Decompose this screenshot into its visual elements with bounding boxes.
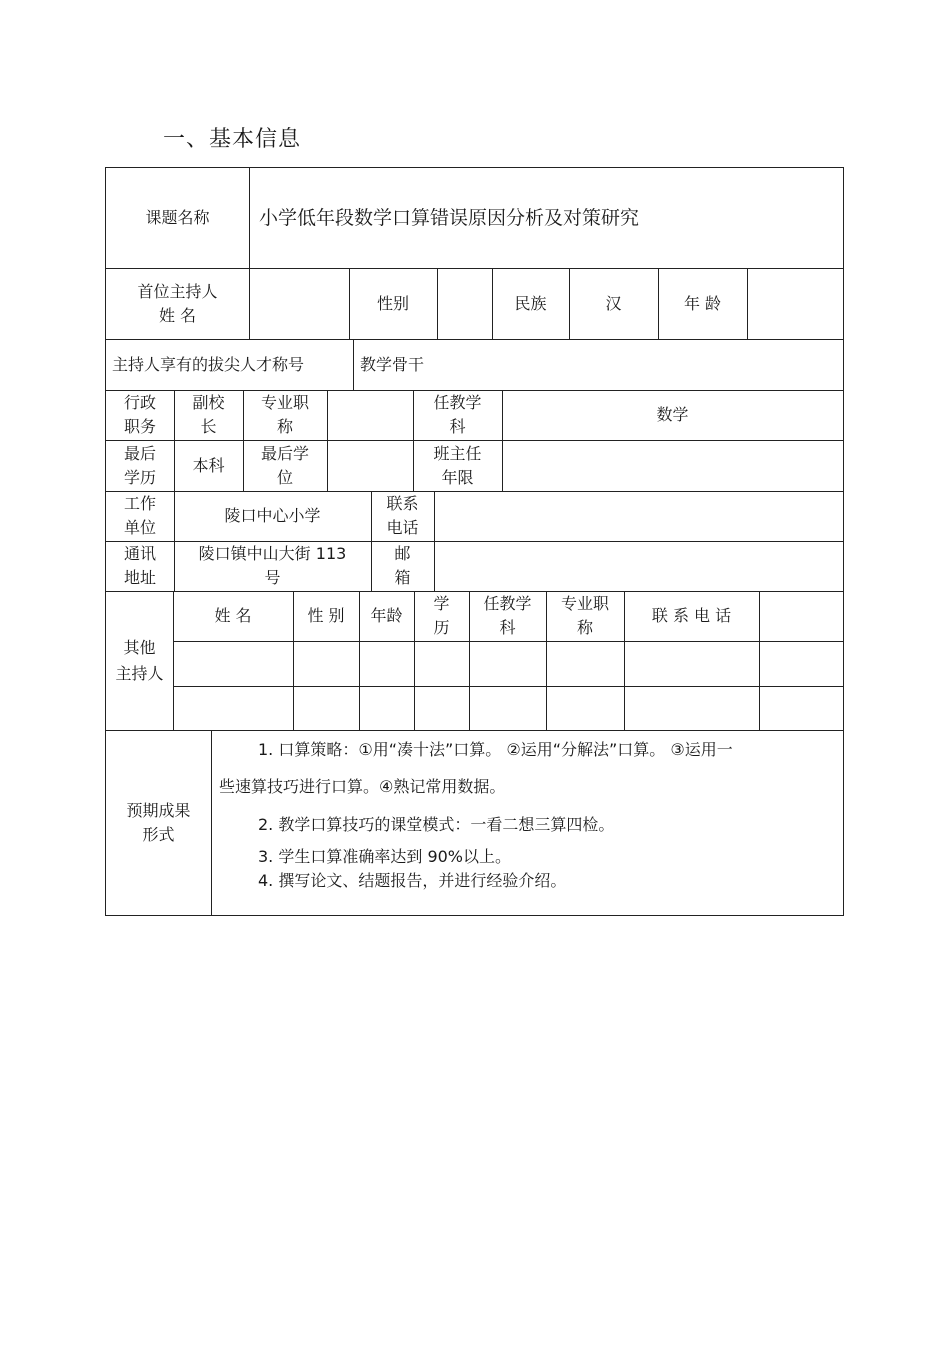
outcome-item-1-continued: 些速算技巧进行口算。④熟记常用数据。 [219, 777, 506, 796]
col-header-phone: 联 系 电 话 [651, 606, 732, 625]
outcome-item-1: 1. 口算策略：①用“凑十法”口算。 ②运用“分解法”口算。 ③运用一 [258, 740, 733, 759]
table-cell [469, 641, 546, 686]
degree-label: 最后学 位 [260, 443, 309, 487]
gender-value [437, 268, 492, 339]
outcome-item-3: 3. 学生口算准确率达到 90%以上。 [258, 847, 512, 866]
table-cell [759, 686, 843, 730]
talent-title-label: 主持人享有的拔尖人才称号 [112, 354, 305, 374]
topic-value: 小学低年段数学口算错误原因分析及对策研究 [259, 207, 640, 229]
table-cell [293, 641, 359, 686]
gender-label: 性别 [376, 293, 409, 313]
host-name-value [249, 268, 349, 339]
table-cell [624, 686, 759, 730]
table-cell [624, 641, 759, 686]
age-value [747, 268, 843, 339]
position-value: 副校 长 [192, 393, 225, 436]
col-header-age: 年龄 [370, 606, 403, 625]
table-cell [173, 686, 293, 730]
col-header-extra [759, 591, 843, 641]
host-name-label: 首位主持人 姓 名 [137, 281, 218, 325]
rank-value [327, 390, 413, 440]
basic-info-form [105, 167, 844, 916]
postcode-label: 邮 箱 [394, 544, 411, 587]
education-label: 最后 学历 [123, 443, 156, 487]
subject-label: 任教学 科 [433, 393, 482, 436]
table-cell [469, 686, 546, 730]
position-label: 行政 职务 [123, 393, 156, 436]
topic-label: 课题名称 [145, 208, 210, 227]
table-cell [293, 686, 359, 730]
outcome-item-2: 2. 教学口算技巧的课堂模式：一看二想三算四检。 [258, 815, 615, 834]
table-cell [546, 641, 624, 686]
col-header-gender: 性 别 [307, 606, 345, 625]
homeroom-label: 班主任 年限 [433, 443, 482, 487]
ethnicity-value: 汉 [605, 293, 622, 313]
homeroom-value [502, 440, 843, 491]
table-cell [359, 686, 414, 730]
education-value: 本科 [192, 455, 225, 475]
work-unit-label: 工作 单位 [123, 494, 156, 537]
age-label: 年 龄 [683, 293, 722, 313]
rank-label: 专业职 称 [260, 393, 309, 436]
phone-value [434, 491, 843, 541]
talent-title-value: 教学骨干 [360, 354, 425, 374]
table-cell [173, 641, 293, 686]
ethnicity-label: 民族 [514, 293, 547, 313]
col-header-subject: 任教学 科 [483, 594, 532, 637]
table-cell [414, 641, 469, 686]
address-label: 通讯 地址 [123, 544, 156, 587]
postcode-value [434, 541, 843, 591]
table-cell [359, 641, 414, 686]
table-cell [546, 686, 624, 730]
other-hosts-label: 其他 主持人 [115, 637, 164, 683]
address-value: 陵口镇中山大街 113 号 [198, 544, 347, 587]
outcome-item-4: 4. 撰写论文、结题报告，并进行经验介绍。 [258, 871, 567, 890]
section-heading: 一、基本信息 [163, 127, 302, 152]
outcomes-label: 预期成果 形式 [126, 800, 191, 844]
table-cell [759, 641, 843, 686]
subject-value: 数学 [656, 405, 689, 424]
table-cell [414, 686, 469, 730]
col-header-education: 学 历 [433, 594, 450, 637]
degree-value [327, 440, 413, 491]
col-header-name: 姓 名 [214, 606, 252, 625]
work-unit-value: 陵口中心小学 [224, 506, 321, 525]
col-header-rank: 专业职 称 [560, 594, 609, 637]
phone-label: 联系 电话 [386, 494, 419, 537]
